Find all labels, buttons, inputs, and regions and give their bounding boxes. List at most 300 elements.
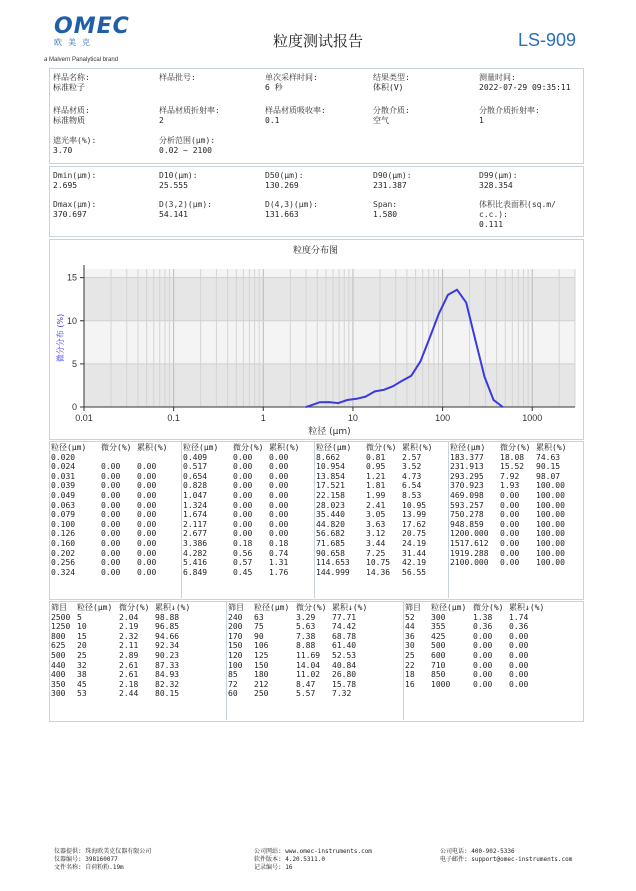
table-row [314,491,442,501]
table-row [314,453,442,463]
table-cell: 170 [228,631,243,641]
table-cell: 2.41 [366,500,386,510]
table-cell: 1517.612 [450,538,489,548]
table-header-row [49,443,177,453]
column-header: 筛目 [405,603,421,612]
table-cell: 1.21 [366,471,386,481]
table-cell: 32 [77,660,87,670]
table-cell: 74.63 [536,452,561,462]
size-distribution-chart [49,255,582,438]
table-row [226,670,376,680]
table-cell: 44 [405,622,415,632]
table-row [181,539,309,549]
field-label: D99(μm): [479,171,518,180]
table-cell: 0.00 [269,462,289,472]
table-cell: 1200.000 [450,529,489,539]
table-cell: 94.66 [155,631,180,641]
column-header: 微分(%) [233,443,264,452]
table-row [226,651,376,661]
field-label: 样品批号: [159,73,196,82]
table-cell: 0.00 [233,490,253,500]
table-cell: 17.521 [316,481,345,491]
table-cell: 2100.000 [450,558,489,568]
table-cell: 90.15 [536,462,561,472]
table-row [49,549,177,559]
table-cell: 3.386 [183,538,208,548]
table-row [226,641,376,651]
table-row [181,453,309,463]
field-label: D10(μm): [159,171,198,180]
table-cell: 300 [431,612,446,622]
distribution-group [314,443,442,577]
table-cell: 0.00 [233,452,253,462]
table-cell: 2.61 [119,660,139,670]
table-cell: 425 [431,631,446,641]
table-cell: 0.81 [366,452,386,462]
table-cell: 0.00 [137,500,157,510]
table-cell: 0.00 [101,462,121,472]
table-cell: 400 [51,670,66,680]
footer-line: 仪器提供: 珠海欧美克仪器有限公司 [54,848,152,855]
table-header-row [314,443,442,453]
table-cell: 28.023 [316,500,345,510]
table-cell: 0.00 [137,519,157,529]
table-cell: 100.00 [536,481,565,491]
table-cell: 0.18 [269,538,289,548]
table-cell: 0.00 [269,471,289,481]
table-cell: 11.69 [296,650,321,660]
field-label: 体积比表面积(sq.m/ [479,200,556,209]
table-row [448,462,576,472]
field-label: Dmax(μm): [53,200,97,209]
table-row [314,568,442,578]
table-cell: 38 [77,670,87,680]
data-point [356,398,358,400]
table-cell: 0.00 [500,538,520,548]
field-value: 3.70 [53,146,73,155]
table-cell: 0.202 [51,548,76,558]
table-cell: 2.11 [119,641,139,651]
x-tick-label: 0.1 [167,413,180,423]
field-label: 样品材质折射率: [159,106,220,115]
field-value: 231.387 [373,181,407,190]
table-cell: 2.117 [183,519,208,529]
table-row [49,613,199,623]
table-cell: 10 [77,622,87,632]
table-row [226,689,376,699]
table-cell: 1.76 [269,567,289,577]
table-cell: 100.00 [536,490,565,500]
table-cell: 150 [254,660,269,670]
table-row [314,558,442,568]
field-label: D90(μm): [373,171,412,180]
field-value: 54.141 [159,210,188,219]
table-cell: 53 [77,689,87,699]
table-row [448,510,576,520]
table-cell: 13.99 [402,510,427,520]
table-cell: 8.47 [296,679,316,689]
column-header: 累积↓(%) [509,603,545,612]
table-cell: 0.00 [233,510,253,520]
table-row [49,472,177,482]
table-cell: 2.18 [119,679,139,689]
field-value: 6 秒 [265,83,283,92]
table-cell: 22 [405,660,415,670]
data-point [328,401,330,403]
table-cell: 0.00 [269,510,289,520]
table-cell: 0.409 [183,452,208,462]
table-cell: 2.677 [183,529,208,539]
table-cell: 3.63 [366,519,386,529]
table-cell: 13.854 [316,471,345,481]
table-cell: 0.00 [137,471,157,481]
x-axis-label: 粒径 (μm) [308,427,351,437]
table-cell: 800 [51,631,66,641]
field-label: Dmin(μm): [53,171,97,180]
table-cell: 14.04 [296,660,321,670]
table-cell: 4.73 [402,471,422,481]
data-point [305,406,307,408]
footer-line: 软件版本: 4.20.5311.0 [254,856,325,863]
table-cell: 0.00 [500,490,520,500]
table-cell: 0.079 [51,510,76,520]
footer-line: 公司网站: www.omec-instruments.com [254,848,372,855]
table-row [49,453,177,463]
table-header-row [49,603,199,613]
table-row [49,520,177,530]
table-cell: 84.93 [155,670,180,680]
table-cell: 106 [254,641,269,651]
table-cell: 0.024 [51,462,76,472]
table-cell: 2.44 [119,689,139,699]
table-cell: 0.00 [101,510,121,520]
table-cell: 0.00 [137,490,157,500]
table-cell: 355 [431,622,446,632]
column-header: 粒径(μm) [450,443,486,452]
sieve-group [226,603,376,699]
table-cell: 0.324 [51,567,76,577]
table-row [181,472,309,482]
column-header: 累积↓(%) [332,603,368,612]
data-point [383,389,385,391]
table-cell: 0.00 [233,529,253,539]
table-cell: 2.04 [119,612,139,622]
data-point [475,339,477,341]
table-cell: 0.00 [137,481,157,491]
table-row [49,680,199,690]
field-value: 2 [159,116,164,125]
data-point [319,401,321,403]
table-row [49,558,177,568]
x-tick-label: 1000 [522,413,543,423]
table-cell: 370.923 [450,481,484,491]
footer-line: 公司电话: 400-902-5336 [440,848,515,855]
table-cell: 3.29 [296,612,316,622]
field-label: 样品名称: [53,73,90,82]
table-row [226,661,376,671]
table-row [403,632,553,642]
table-cell: 20 [77,641,87,651]
table-cell: 0.56 [233,548,253,558]
table-cell: 0.00 [233,481,253,491]
data-point [401,380,403,382]
table-row [226,680,376,690]
table-cell: 68.78 [332,631,357,641]
table-cell: 600 [431,650,446,660]
table-cell: 82.32 [155,679,180,689]
table-cell: 0.00 [509,670,529,680]
distribution-group [181,443,309,577]
table-cell: 11.02 [296,670,321,680]
field-value: 2022-07-29 09:35:11 [479,83,571,92]
column-header: 粒径(μm) [183,443,219,452]
table-cell: 2.32 [119,631,139,641]
x-tick-label: 100 [435,413,451,423]
table-cell: 120 [228,650,243,660]
instrument-model: LS-909 [518,30,577,50]
table-row [403,661,553,671]
table-cell: 440 [51,660,66,670]
table-cell: 0.00 [473,631,493,641]
table-cell: 10.75 [366,558,391,568]
table-cell: 0.00 [509,631,529,641]
table-cell: 26.80 [332,670,357,680]
column-header: 累积(%) [402,443,433,452]
table-row [448,472,576,482]
table-cell: 710 [431,660,446,670]
column-header: 微分(%) [500,443,531,452]
table-cell: 7.25 [366,548,386,558]
table-cell: 0.256 [51,558,76,568]
report-title: 粒度测试报告 [272,32,363,50]
table-row [314,510,442,520]
table-cell: 56.682 [316,529,345,539]
table-row [181,529,309,539]
footer-line: 文件名称: 自荷粉粉.19m [54,864,124,871]
table-cell: 90.658 [316,548,345,558]
table-cell: 15.78 [332,679,357,689]
table-cell: 125 [254,650,269,660]
table-cell: 96.85 [155,622,180,632]
field-label: 样品材质: [53,106,90,115]
table-cell: 6.54 [402,481,422,491]
table-cell: 0.00 [500,500,520,510]
y-tick-label: 0 [71,402,77,412]
table-cell: 10.95 [402,500,427,510]
table-row [314,520,442,530]
field-value: 0.111 [479,220,504,229]
table-row [226,622,376,632]
table-cell: 350 [51,679,66,689]
y-axis-label: 微分分布 (%) [56,313,65,363]
column-header: 微分(%) [296,603,327,612]
table-cell: 0.039 [51,481,76,491]
table-cell: 30 [405,641,415,651]
table-row [49,622,199,632]
table-cell: 0.95 [366,462,386,472]
table-cell: 87.33 [155,660,180,670]
table-cell: 0.00 [101,538,121,548]
table-cell: 31.44 [402,548,427,558]
field-value: 1 [479,116,484,125]
table-row [49,568,177,578]
table-cell: 100 [228,660,243,670]
column-header: 微分(%) [366,443,397,452]
table-cell: 0.00 [473,679,493,689]
data-point [465,302,467,304]
table-cell: 0.00 [500,548,520,558]
table-cell: 18.08 [500,452,525,462]
table-cell: 625 [51,641,66,651]
table-cell: 114.653 [316,558,350,568]
data-point [411,375,413,377]
column-header: 粒径(μm) [51,443,87,452]
table-row [448,491,576,501]
table-row [314,549,442,559]
table-row [314,501,442,511]
table-cell: 14.36 [366,567,391,577]
table-cell: 18 [405,670,415,680]
table-cell: 98.07 [536,471,561,481]
field-label: 单次采样时间: [265,73,318,82]
sieve-group [403,603,553,689]
table-cell: 5.416 [183,558,208,568]
table-cell: 0.00 [233,462,253,472]
table-cell: 0.00 [473,650,493,660]
table-row [49,481,177,491]
field-value: 空气 [373,116,389,125]
chart-title: 粒度分布图 [292,246,338,256]
table-cell: 75 [254,622,264,632]
table-cell: 948.859 [450,519,484,529]
table-row [181,568,309,578]
table-cell: 0.654 [183,471,208,481]
table-cell: 3.52 [402,462,422,472]
column-header: 微分(%) [119,603,150,612]
table-cell: 1.324 [183,500,208,510]
table-cell: 100.00 [536,538,565,548]
x-tick-label: 1 [260,413,266,423]
table-row [314,539,442,549]
table-cell: 8.88 [296,641,316,651]
table-cell: 0.00 [137,529,157,539]
distribution-group [448,443,576,568]
table-cell: 10.954 [316,462,345,472]
field-label: 分散介质: [373,106,410,115]
table-cell: 0.00 [101,519,121,529]
table-cell: 0.160 [51,538,76,548]
table-cell: 63 [254,612,264,622]
table-row [49,689,199,699]
field-value: 标准物质 [53,116,85,125]
table-cell: 2.19 [119,622,139,632]
table-row [181,481,309,491]
table-row [314,529,442,539]
table-cell: 52 [405,612,415,622]
table-row [448,549,576,559]
column-header: 累积(%) [269,443,300,452]
table-cell: 0.00 [101,558,121,568]
table-row [49,670,199,680]
field-value: 1.580 [373,210,398,219]
footer-col-1 [54,848,151,872]
table-cell: 150 [228,641,243,651]
table-cell: 2500 [51,612,71,622]
table-cell: 212 [254,679,269,689]
table-header-row [181,443,309,453]
table-cell [99,453,135,463]
table-row [448,501,576,511]
table-cell: 100.00 [536,548,565,558]
table-row [448,481,576,491]
table-cell: 7.32 [332,689,352,699]
footer-line: 电子邮件: support@omec-instruments.com [440,856,573,863]
column-header: 粒径(μm) [431,603,467,612]
table-cell: 0.00 [473,670,493,680]
data-point [447,294,449,296]
table-row [403,670,553,680]
table-cell: 0.00 [137,548,157,558]
data-point [493,399,495,401]
table-cell: 0.517 [183,462,208,472]
footer-col-3 [440,848,572,864]
table-cell: 293.295 [450,471,484,481]
sieve-group [49,603,199,699]
data-point [484,376,486,378]
field-value: 标准粒子 [53,83,85,92]
table-cell: 3.44 [366,538,386,548]
table-cell: 0.00 [137,462,157,472]
field-value: 25.555 [159,181,188,190]
table-cell: 0.00 [473,641,493,651]
table-row [181,462,309,472]
field-value: 130.269 [265,181,299,190]
table-cell: 0.00 [269,452,289,462]
table-cell: 0.00 [101,500,121,510]
table-row [49,641,199,651]
column-header: 粒径(μm) [316,443,352,452]
table-row [448,539,576,549]
y-tick-label: 10 [66,315,77,326]
field-value: 0.02 ~ 2100 [159,146,212,155]
table-cell: 24.19 [402,538,427,548]
table-cell: 90 [254,631,264,641]
field-label: D(4,3)(μm): [265,200,318,209]
table-cell: 0.00 [101,529,121,539]
table-cell: 0.100 [51,519,76,529]
table-cell: 5.57 [296,689,316,699]
table-cell: 1000 [431,679,451,689]
table-cell: 92.34 [155,641,180,651]
table-row [403,613,553,623]
data-point [438,313,440,315]
table-cell: 61.40 [332,641,357,651]
field-value: 0.1 [265,116,280,125]
table-cell: 1.99 [366,490,386,500]
table-header-row [226,603,376,613]
table-cell: 2.61 [119,670,139,680]
data-point [456,289,458,291]
table-cell: 16 [405,679,415,689]
table-row [49,632,199,642]
table-cell: 750.278 [450,510,484,520]
data-point [392,385,394,387]
data-point [374,391,376,393]
table-row [49,661,199,671]
table-cell: 100.00 [536,519,565,529]
table-cell: 231.913 [450,462,484,472]
table-cell: 7.92 [500,471,520,481]
